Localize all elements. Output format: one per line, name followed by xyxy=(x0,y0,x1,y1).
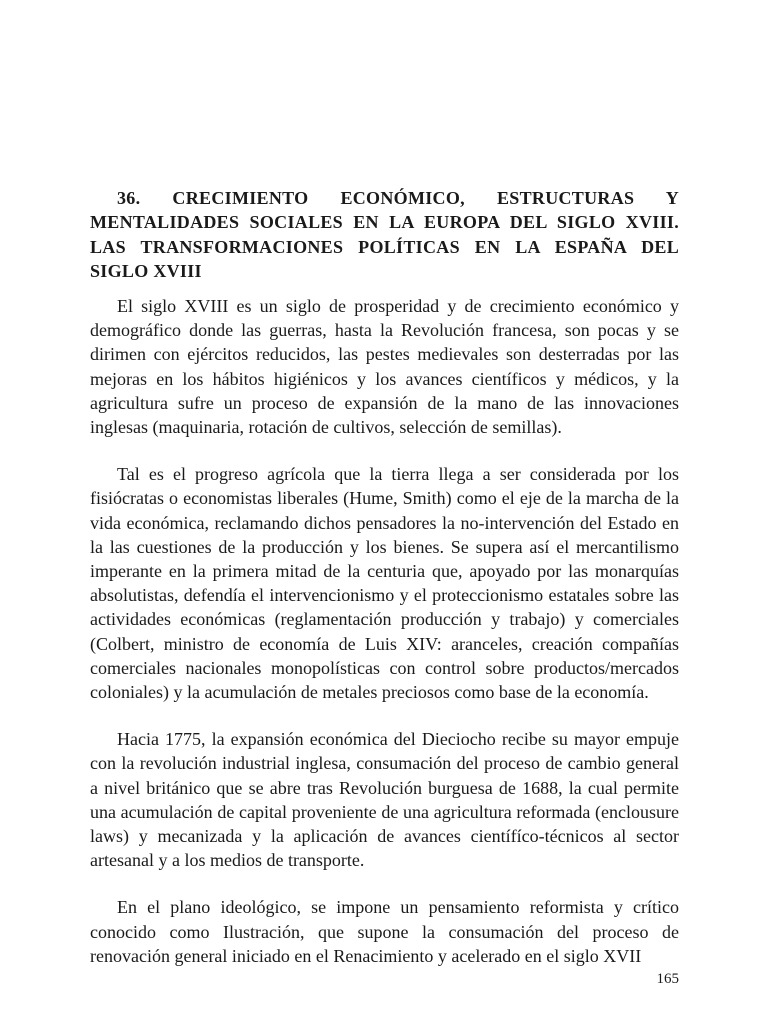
paragraph-1: El siglo XVIII es un siglo de prosperidad y de crecimiento económico y demográfico donde las guerras, hasta la Revolución francesa, son pocas y se dirimen con ejércitos reducidos, las pestes medievales son desterradas por las mejoras en los hábitos higiénicos y los avances científicos y médicos, y la agricultura sufre un proceso de expansión de la mano de las innovaciones inglesas (maquinaria, rotación de cultivos, selección de semillas). xyxy=(90,296,679,438)
page-number: 165 xyxy=(656,971,679,987)
body-text xyxy=(90,294,679,991)
paragraph-2: Tal es el progreso agrícola que la tierra llega a ser considerada por los fisiócratas o economistas liberales (Hume, Smith) como el eje de la marcha de la vida económica, reclamando dichos pensadores la no-intervención del Estado en la las cuestiones de la producción y los bienes. Se supera así el mercantilismo imperante en la primera mitad de la centuria que, apoyado por las monarquías absolutistas, defendía el intervencionismo y el proteccionismo estatales sobre las actividades económicas (reglamentación producción y trabajo) y comerciales (Colbert, ministro de economía de Luis XIV: aranceles, creación compañías comerciales nacionales monopolísticas con control sobre productos/mercados coloniales) y la acumulación de metales preciosos como base de la economía. xyxy=(90,464,679,703)
chapter-title: 36. CRECIMIENTO ECONÓMICO, ESTRUCTURAS Y MENTALIDADES SOCIALES EN LA EUROPA DEL SIGLO XVIII. LAS TRANSFORMACIONES POLÍTICAS EN LA ESPAÑA DEL SIGLO XVIII xyxy=(90,188,679,282)
paragraph-3: Hacia 1775, la expansión económica del Dieciocho recibe su mayor empuje con la revolución industrial inglesa, consumación del proceso de cambio general a nivel británico que se abre tras Revolución burguesa de 1688, la cual permite una acumulación de capital proveniente de una agricultura reformada (enclousure laws) y mecanizada y la aplicación de avances científíco-técnicos al sector artesanal y a los medios de transporte. xyxy=(90,729,679,871)
paragraph-4: En el plano ideológico, se impone un pensamiento reformista y crítico conocido como Ilustración, que supone la consumación del proceso de renovación general iniciado en el Renacimiento y acelerado en el siglo XVII xyxy=(90,897,679,966)
